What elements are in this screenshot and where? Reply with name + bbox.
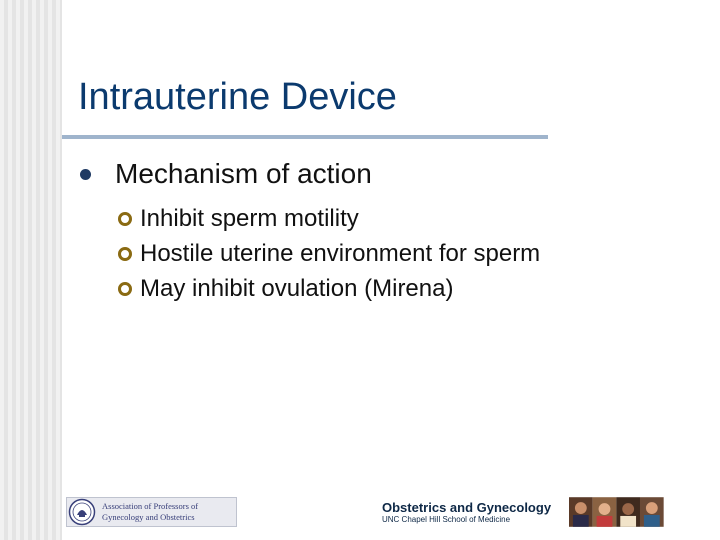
sub-bullet-item	[118, 236, 540, 271]
seal-icon	[68, 498, 96, 526]
ring-icon	[118, 247, 132, 261]
ring-icon	[118, 282, 132, 296]
photo-strip-icon	[569, 497, 664, 527]
sub-bullet-list	[118, 201, 540, 306]
unc-obgyn-logo	[378, 497, 664, 527]
obgyn-logo-title: Obstetrics and Gynecology	[382, 499, 552, 515]
bullet-text: Mechanism of action	[115, 158, 372, 189]
obgyn-logo-subtitle: UNC Chapel Hill School of Medicine	[382, 514, 511, 524]
sub-bullet-text: Inhibit sperm motility	[140, 204, 359, 232]
apgo-logo-line-2: Gynecology and Obstetrics	[102, 512, 195, 522]
ring-icon	[118, 212, 132, 226]
filled-circle-icon	[80, 169, 91, 180]
apgo-logo-line-1: Association of Professors of	[102, 501, 199, 511]
sub-bullet-text: Hostile uterine environment for sperm	[140, 239, 541, 267]
unc-obgyn-logo-text	[378, 497, 569, 527]
apgo-logo	[66, 497, 237, 527]
slide-title: Intrauterine Device	[78, 76, 397, 118]
bullet-item	[80, 158, 372, 190]
sub-bullet-item	[118, 271, 540, 306]
title-divider	[62, 135, 548, 139]
sub-bullet-text: May inhibit ovulation (Mirena)	[140, 274, 454, 302]
apgo-logo-text	[102, 501, 198, 523]
sub-bullet-item	[118, 201, 540, 236]
